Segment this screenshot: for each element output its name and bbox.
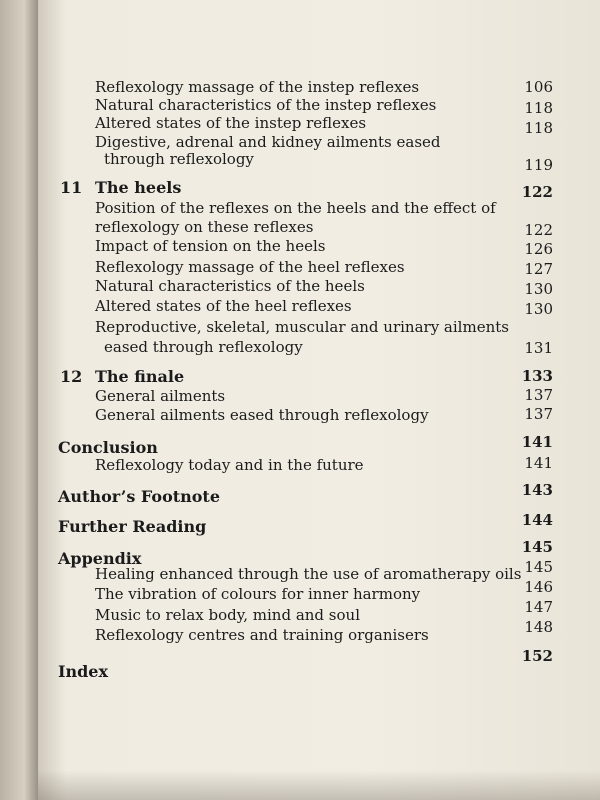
toc-entry-digestive: Digestive, adrenal and kidney ailments eased (95, 133, 441, 151)
toc-page-number: 130 (524, 280, 553, 298)
toc-page-number: 145 (524, 558, 553, 576)
toc-entry-colours: The vibration of colours for inner harmony (95, 585, 421, 603)
section-title-authors-footnote: Author’s Footnote (58, 487, 220, 506)
section-title-further-reading: Further Reading (58, 517, 207, 536)
toc-page-number: 131 (524, 339, 553, 357)
section-title-index: Index (58, 662, 109, 681)
toc-page-number: 141 (524, 454, 553, 472)
toc-page-number: 145 (521, 538, 553, 556)
toc-entry-music: Music to relax body, mind and soul (95, 606, 360, 624)
toc-entry-heel-position: Position of the reflexes on the heels and the effect of (95, 199, 496, 217)
toc-entry-heel-altered: Altered states of the heel reflexes (95, 297, 352, 315)
section-title-appendix: Appendix (58, 549, 142, 568)
adjacent-page-edge (0, 0, 40, 800)
toc-entry-general-ailments-eased: General ailments eased through reflexology (95, 406, 429, 424)
toc-entry-heel-natural: Natural characteristics of the heels (95, 277, 365, 295)
toc-page-number: 133 (521, 367, 553, 385)
toc-page-number: 152 (521, 647, 553, 665)
toc-page-number: 137 (524, 386, 553, 404)
toc-page-number: 137 (524, 405, 553, 423)
toc-page-number: 106 (524, 78, 553, 96)
toc-page-number: 147 (524, 598, 553, 616)
toc-entry-heel-massage: Reflexology massage of the heel reflexes (95, 258, 405, 276)
chapter-title-finale: The finale (95, 367, 185, 386)
toc-page-number: 146 (524, 578, 553, 596)
toc-page-number: 118 (524, 119, 553, 137)
toc-page-number: 126 (524, 240, 553, 258)
toc-entry-instep-massage: Reflexology massage of the instep reflexes (95, 78, 420, 96)
toc-entry-general-ailments: General ailments (95, 387, 226, 405)
toc-page-number: 144 (521, 511, 553, 529)
toc-entry-heel-tension: Impact of tension on the heels (95, 237, 326, 255)
toc-entry-centres: Reflexology centres and training organisers (95, 626, 429, 644)
toc-page-number: 141 (521, 433, 553, 451)
toc-page-number: 143 (521, 481, 553, 499)
chapter-number: 11 (60, 178, 83, 197)
toc-page-number: 118 (524, 99, 553, 117)
section-title-conclusion: Conclusion (58, 438, 158, 457)
toc-entry-instep-natural: Natural characteristics of the instep reflexes (95, 96, 437, 114)
toc-entry-digestive-cont: through reflexology (104, 150, 254, 168)
toc-entry-instep-altered: Altered states of the instep reflexes (95, 114, 367, 132)
chapter-title-heels: The heels (95, 178, 182, 197)
toc-entry-reproductive: Reproductive, skeletal, muscular and urinary ailments (95, 318, 509, 336)
toc-entry-heel-position-cont: reflexology on these reflexes (95, 218, 314, 236)
toc-entry-aromatherapy: Healing enhanced through the use of aromatherapy oils (95, 565, 522, 583)
toc-entry-reproductive-cont: eased through reflexology (104, 338, 303, 356)
toc-page-number: 122 (521, 183, 553, 201)
chapter-number: 12 (60, 367, 83, 386)
toc-page-number: 127 (524, 260, 553, 278)
toc-page-number: 148 (524, 618, 553, 636)
toc-page-number: 119 (524, 156, 553, 174)
toc-page-number: 130 (524, 300, 553, 318)
toc-entry-reflexology-today: Reflexology today and in the future (95, 456, 364, 474)
page-shadow (38, 770, 600, 800)
toc-page-number: 122 (524, 221, 553, 239)
